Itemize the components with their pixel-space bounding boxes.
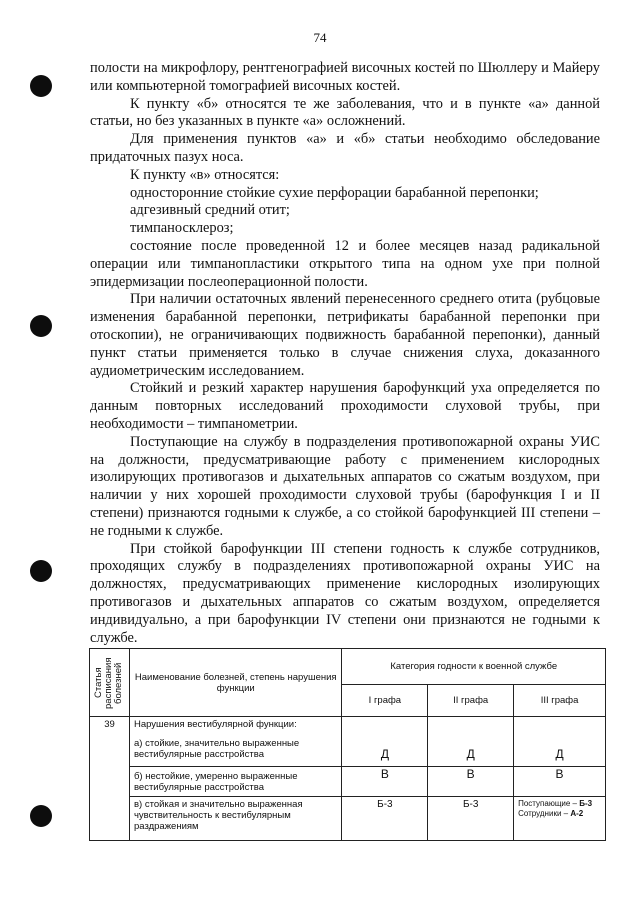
grade-cell: Б-3 bbox=[428, 797, 514, 841]
paragraph: Для применения пунктов «а» и «б» статьи необходимо обследование придаточных пазух носа. bbox=[90, 131, 600, 165]
grade-cell: В bbox=[514, 767, 606, 797]
document-body bbox=[90, 60, 600, 647]
note-label: Сотрудники – bbox=[518, 809, 569, 818]
punch-hole bbox=[30, 75, 52, 97]
paragraph: При наличии остаточных явлений перенесенного среднего отита (рубцовые изменения барабанной перепонки, петрификаты барабанной перепонки при отоскопии), не ограничивающих подвижность барабанной перепонки), данный пункт статьи применяется только в случае снижения слуха, доказанного аудиометрическим исследованием. bbox=[90, 291, 600, 379]
note-label: Поступающие – bbox=[518, 799, 577, 808]
row-name: в) стойкая и значительно выраженная чувствительность к вестибулярным раздражениям bbox=[129, 797, 342, 841]
grade-cell: В bbox=[428, 767, 514, 797]
fitness-category-table bbox=[89, 648, 606, 841]
grade-cell: Д bbox=[342, 717, 428, 767]
list-item: тимпаносклероз; bbox=[130, 220, 234, 237]
column-header-3: III графа bbox=[514, 685, 606, 717]
header-article-cell bbox=[90, 649, 130, 717]
row-name: б) нестойкие, умеренно выраженные вестибулярные расстройства bbox=[129, 767, 342, 797]
header-article: Статья расписания болезней bbox=[93, 656, 125, 709]
row-name: а) стойкие, значительно выраженные вестибулярные расстройства bbox=[133, 738, 300, 760]
column-header-2: II графа bbox=[428, 685, 514, 717]
punch-hole bbox=[30, 560, 52, 582]
paragraph: При стойкой барофункции III степени годность к службе сотрудников, проходящих службу в подразделениях противопожарной охраны УИС на должностях, предусматривающих применение кислородных изолирующих противогазов и дыхательных аппаратов со сжатым воздухом, определяется индивидуально, а при барофункции IV степени они признаются не годными к службе. bbox=[90, 540, 600, 646]
grade-cell: Д bbox=[428, 717, 514, 767]
list-item: адгезивный средний отит; bbox=[130, 202, 290, 219]
paragraph: Поступающие на службу в подразделения противопожарной охраны УИС на должности, предусматривающие работу с применением кислородных изолирующих противогазов и дыхательных аппаратов со сжатым воздухом, при наличии у них хорошей проходимости слуховой трубы (барофункция I и II степени) признаются годными к службе, а со стойкой барофункцией III степени – не годными к службе. bbox=[90, 433, 600, 539]
paragraph: полости на микрофлору, рентгенографией височных костей по Шюллеру и Майеру или компьютерной томографией височных костей. bbox=[90, 60, 600, 94]
grade-cell: Д bbox=[514, 717, 606, 767]
column-header-1: I графа bbox=[342, 685, 428, 717]
list-item: состояние после проведенной 12 и более месяцев назад радикальной операции или тимпанопластики открытого типа на одном ухе при полной эпидермизации послеоперационной полости. bbox=[90, 237, 600, 290]
paragraph: Стойкий и резкий характер нарушения барофункций уха определяется по данным повторных исследований проходимости слуховой трубы, при необходимости – тимпанометрии. bbox=[90, 380, 600, 432]
list-item: односторонние стойкие сухие перфорации барабанной перепонки; bbox=[130, 184, 539, 201]
note-value: Б-3 bbox=[579, 799, 593, 808]
grade-cell: Б-3 bbox=[342, 797, 428, 841]
grade-cell-split bbox=[514, 797, 606, 841]
note-value: А-2 bbox=[570, 809, 584, 818]
paragraph: К пункту «в» относятся: bbox=[130, 166, 280, 183]
section-intro: Нарушения вестибулярной функции: bbox=[133, 719, 297, 730]
header-disease: Наименование болезней, степень нарушения функции bbox=[129, 649, 342, 717]
article-number: 39 bbox=[90, 717, 130, 841]
grade-cell: В bbox=[342, 767, 428, 797]
paragraph: К пункту «б» относятся те же заболевания, что и в пункте «а» данной статьи, но без указанных в пункте «а» осложнений. bbox=[90, 95, 600, 130]
punch-hole bbox=[30, 315, 52, 337]
page-number: 74 bbox=[313, 30, 327, 45]
header-category: Категория годности к военной службе bbox=[342, 649, 606, 685]
punch-hole bbox=[30, 805, 52, 827]
table-row bbox=[129, 717, 342, 767]
